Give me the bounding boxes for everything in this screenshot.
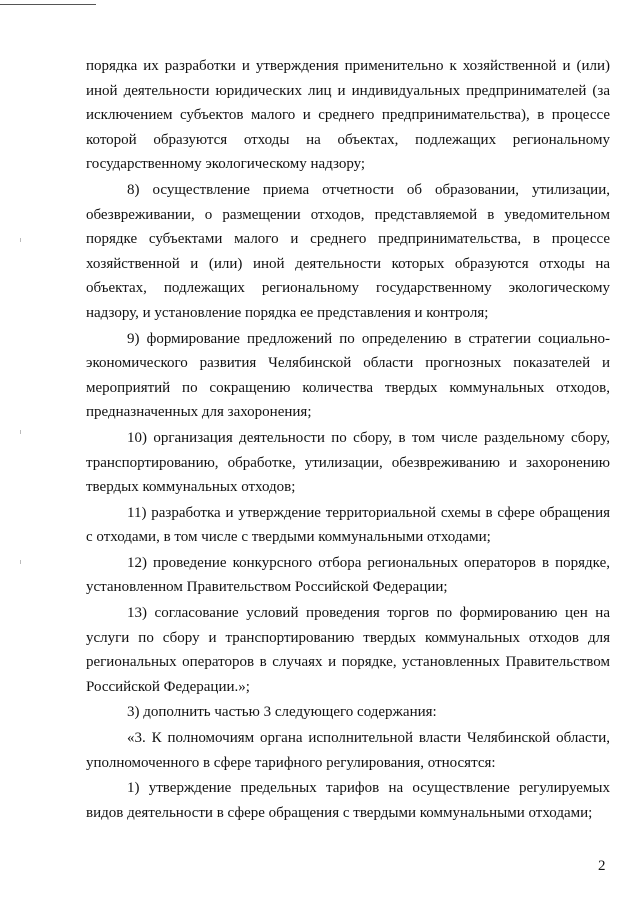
paragraph-item-8: 8) осуществление приема отчетности об образовании, утилизации, обезвреживании, о размещении отходов, представляемой в уведомительном порядке субъектами малого и среднего предпринимательства, в процессе хозяйственной и (или) иной деятельности которых образуются отходы на объектах, подлежащих региональному государственному экологическому надзору, и установление порядка ее представления и контроля; — [86, 181, 610, 321]
top-rule — [0, 4, 96, 5]
paragraph-amendment-3: 3) дополнить частью 3 следующего содержания: — [127, 704, 437, 721]
paragraph-continuation: порядка их разработки и утверждения применительно к хозяйственной и (или) иной деятельности юридических лиц и индивидуальных предпринимателей (за исключением субъектов малого и среднего предпринимательства), в процессе которой образуются отходы на объектах, подлежащих региональному государственному экологическому надзору; — [86, 58, 610, 173]
margin-mark — [20, 560, 21, 564]
margin-mark — [20, 238, 21, 242]
paragraph-item-11: 11) разработка и утверждение территориальной схемы в сфере обращения с отходами, в том числе с твердыми коммунальными отходами; — [86, 504, 610, 546]
page-number: 2 — [598, 858, 606, 874]
document-body — [86, 54, 610, 826]
margin-mark — [20, 430, 21, 434]
paragraph-part-3-intro: «3. К полномочиям органа исполнительной власти Челябинской области, уполномоченного в сфере тарифного регулирования, относятся: — [86, 730, 610, 771]
paragraph-part-3-item-1: 1) утверждение предельных тарифов на осуществление регулируемых видов деятельности в сфере обращения с твердыми коммунальными отходами; — [86, 780, 610, 821]
paragraph-item-9: 9) формирование предложений по определению в стратегии социально-экономического развития Челябинской области прогнозных показателей и мероприятий по сокращению количества твердых коммунальных отходов, предназначенных для захоронения; — [86, 330, 610, 421]
paragraph-item-10: 10) организация деятельности по сбору, в том числе раздельному сбору, транспортированию, обработке, утилизации, обезвреживанию и захоронению твердых коммунальных отходов; — [86, 429, 610, 496]
paragraph-item-12: 12) проведение конкурсного отбора региональных операторов в порядке, установленном Правительством Российской Федерации; — [86, 554, 610, 596]
paragraph-item-13: 13) согласование условий проведения торгов по формированию цен на услуги по сбору и транспортированию твердых коммунальных отходов для региональных операторов в случаях и порядке, установленных Правительством Российской Федерации.»; — [86, 605, 610, 695]
